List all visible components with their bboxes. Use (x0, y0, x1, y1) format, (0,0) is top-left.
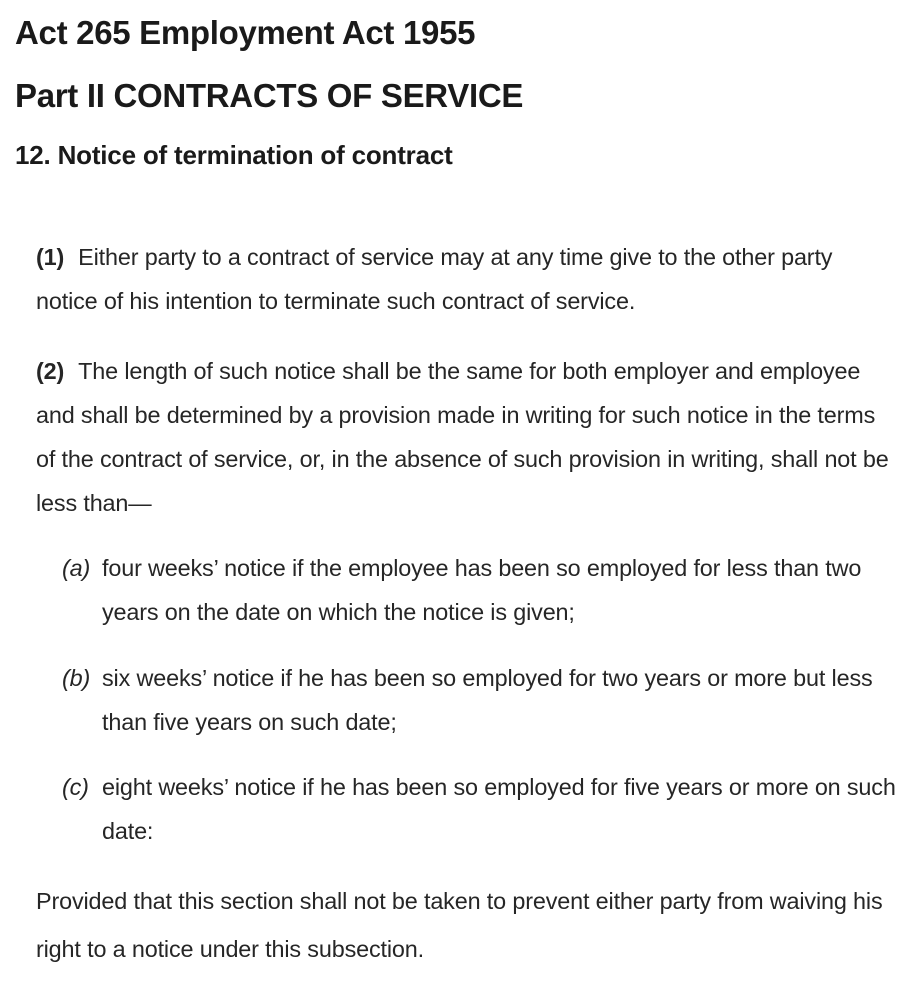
proviso: Provided that this section shall not be taken to prevent either party from waiving his right to a notice under this subsection. (36, 888, 883, 962)
paragraph-text: four weeks’ notice if the employee has been so employed for less than two years on the date on which the notice is given; (102, 555, 862, 625)
act-title: Act 265 Employment Act 1955 (15, 14, 476, 51)
paragraph-c (62, 765, 904, 853)
subsection-number: (2) (36, 358, 65, 384)
paragraph-a (62, 546, 904, 634)
paragraph-text: eight weeks’ notice if he has been so employed for five years or more on such date: (102, 774, 896, 844)
paragraph-label: (c) (62, 774, 89, 800)
subsection-number: (1) (36, 244, 65, 270)
paragraph-text: six weeks’ notice if he has been so employed for two years or more but less than five years on such date; (102, 665, 873, 735)
subsection-1 (36, 235, 896, 323)
part-title: Part II CONTRACTS OF SERVICE (15, 77, 524, 114)
paragraph-label: (a) (62, 555, 91, 581)
subsection-2 (36, 349, 896, 525)
subsection-text: The length of such notice shall be the same for both employer and employee and shall be determined by a provision made in writing for such notice in the terms of the contract of service, or, in the absence of such provision in writing, shall not be less than— (36, 358, 889, 516)
subsection-text: Either party to a contract of service may at any time give to the other party notice of his intention to terminate such contract of service. (36, 244, 833, 314)
paragraph-b (62, 656, 904, 744)
section-title: 12. Notice of termination of contract (15, 140, 453, 170)
paragraph-label: (b) (62, 665, 91, 691)
